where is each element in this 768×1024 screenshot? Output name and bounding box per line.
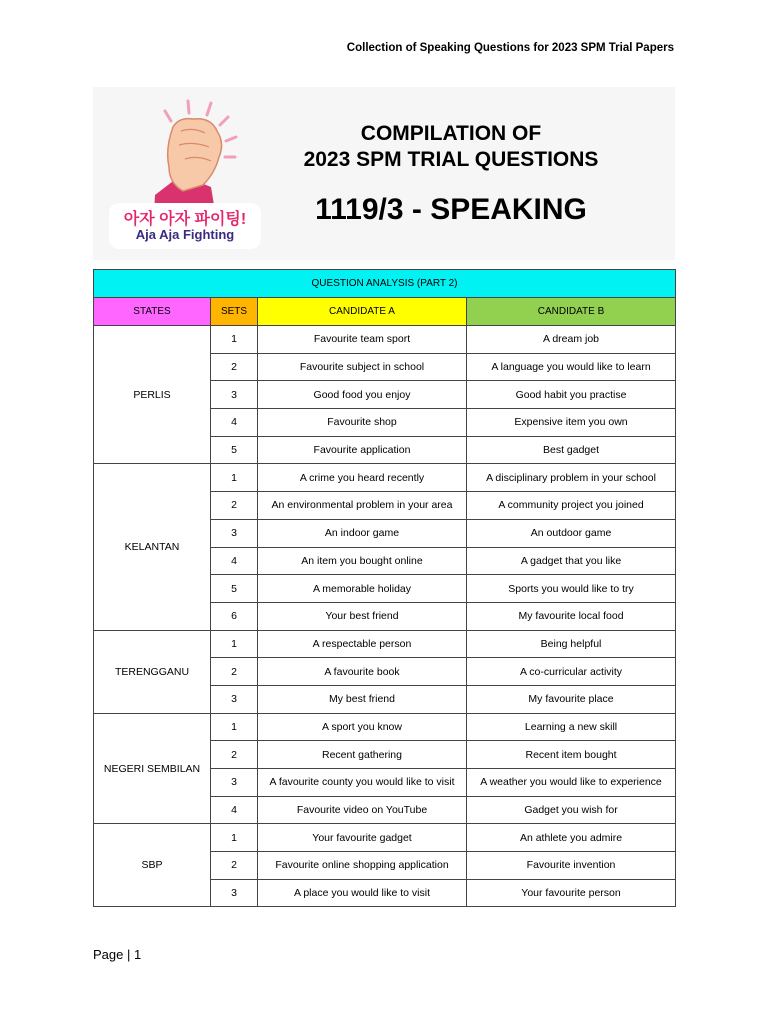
set-cell: 1 <box>211 326 258 354</box>
state-cell: NEGERI SEMBILAN <box>94 713 211 824</box>
candidate-b-cell: A dream job <box>467 326 676 354</box>
set-cell: 4 <box>211 796 258 824</box>
set-cell: 2 <box>211 852 258 880</box>
set-cell: 1 <box>211 713 258 741</box>
candidate-a-cell: Favourite subject in school <box>258 353 467 381</box>
set-cell: 1 <box>211 630 258 658</box>
set-cell: 6 <box>211 602 258 630</box>
candidate-b-cell: A gadget that you like <box>467 547 676 575</box>
running-header: Collection of Speaking Questions for 2023 SPM Trial Papers <box>346 42 674 54</box>
candidate-a-cell: Good food you enjoy <box>258 381 467 409</box>
set-cell: 1 <box>211 824 258 852</box>
banner-title-line2: 2023 SPM TRIAL QUESTIONS <box>303 148 599 171</box>
candidate-b-cell: Good habit you practise <box>467 381 676 409</box>
set-cell: 3 <box>211 381 258 409</box>
candidate-b-cell: A language you would like to learn <box>467 353 676 381</box>
candidate-a-cell: Recent gathering <box>258 741 467 769</box>
candidate-a-cell: Favourite shop <box>258 409 467 437</box>
candidate-b-cell: Best gadget <box>467 436 676 464</box>
table-row <box>94 630 676 658</box>
aja-aja-fighting-logo <box>93 87 281 260</box>
candidate-a-cell: A place you would like to visit <box>258 879 467 907</box>
banner-title-line1: COMPILATION OF <box>360 122 542 145</box>
candidate-a-cell: A sport you know <box>258 713 467 741</box>
candidate-b-cell: An outdoor game <box>467 519 676 547</box>
set-cell: 2 <box>211 492 258 520</box>
candidate-b-cell: A co-curricular activity <box>467 658 676 686</box>
candidate-a-cell: Favourite application <box>258 436 467 464</box>
header-candidate-a: CANDIDATE A <box>258 298 467 326</box>
candidate-b-cell: A disciplinary problem in your school <box>467 464 676 492</box>
candidate-b-cell: An athlete you admire <box>467 824 676 852</box>
candidate-a-cell: A respectable person <box>258 630 467 658</box>
state-cell: TERENGGANU <box>94 630 211 713</box>
candidate-b-cell: Learning a new skill <box>467 713 676 741</box>
candidate-a-cell: A favourite county you would like to visit <box>258 769 467 797</box>
logo-latin-text: Aja Aja Fighting <box>135 227 235 242</box>
candidate-a-cell: An environmental problem in your area <box>258 492 467 520</box>
state-cell: KELANTAN <box>94 464 211 630</box>
title-banner <box>93 87 675 260</box>
table-row <box>94 464 676 492</box>
candidate-b-cell: Expensive item you own <box>467 409 676 437</box>
candidate-a-cell: A crime you heard recently <box>258 464 467 492</box>
set-cell: 3 <box>211 879 258 907</box>
table-row <box>94 713 676 741</box>
candidate-a-cell: An item you bought online <box>258 547 467 575</box>
table-body <box>94 326 676 907</box>
set-cell: 2 <box>211 353 258 381</box>
candidate-a-cell: Your best friend <box>258 602 467 630</box>
candidate-b-cell: My favourite place <box>467 685 676 713</box>
set-cell: 1 <box>211 464 258 492</box>
candidate-a-cell: An indoor game <box>258 519 467 547</box>
header-states: STATES <box>94 298 211 326</box>
set-cell: 2 <box>211 658 258 686</box>
set-cell: 4 <box>211 409 258 437</box>
candidate-a-cell: Favourite online shopping application <box>258 852 467 880</box>
table-row <box>94 824 676 852</box>
question-analysis-table <box>93 269 676 907</box>
candidate-b-cell: Recent item bought <box>467 741 676 769</box>
candidate-a-cell: Your favourite gadget <box>258 824 467 852</box>
banner-title <box>281 121 621 173</box>
logo-korean-text: 아자 아자 파이팅! <box>123 211 247 228</box>
candidate-b-cell: A weather you would like to experience <box>467 769 676 797</box>
set-cell: 3 <box>211 769 258 797</box>
candidate-b-cell: My favourite local food <box>467 602 676 630</box>
candidate-b-cell: Being helpful <box>467 630 676 658</box>
candidate-b-cell: Gadget you wish for <box>467 796 676 824</box>
candidate-a-cell: Favourite team sport <box>258 326 467 354</box>
candidate-b-cell: Your favourite person <box>467 879 676 907</box>
candidate-a-cell: A favourite book <box>258 658 467 686</box>
set-cell: 5 <box>211 436 258 464</box>
set-cell: 3 <box>211 519 258 547</box>
candidate-b-cell: Favourite invention <box>467 852 676 880</box>
candidate-b-cell: Sports you would like to try <box>467 575 676 603</box>
candidate-a-cell: Favourite video on YouTube <box>258 796 467 824</box>
candidate-b-cell: A community project you joined <box>467 492 676 520</box>
state-cell: SBP <box>94 824 211 907</box>
state-cell: PERLIS <box>94 326 211 464</box>
page-number: Page | 1 <box>93 947 142 962</box>
set-cell: 4 <box>211 547 258 575</box>
table-title: QUESTION ANALYSIS (PART 2) <box>94 270 676 298</box>
header-sets: SETS <box>211 298 258 326</box>
set-cell: 3 <box>211 685 258 713</box>
candidate-a-cell: A memorable holiday <box>258 575 467 603</box>
paper-code: 1119/3 - SPEAKING <box>315 193 587 226</box>
header-candidate-b: CANDIDATE B <box>467 298 676 326</box>
table-row <box>94 326 676 354</box>
candidate-a-cell: My best friend <box>258 685 467 713</box>
set-cell: 5 <box>211 575 258 603</box>
set-cell: 2 <box>211 741 258 769</box>
